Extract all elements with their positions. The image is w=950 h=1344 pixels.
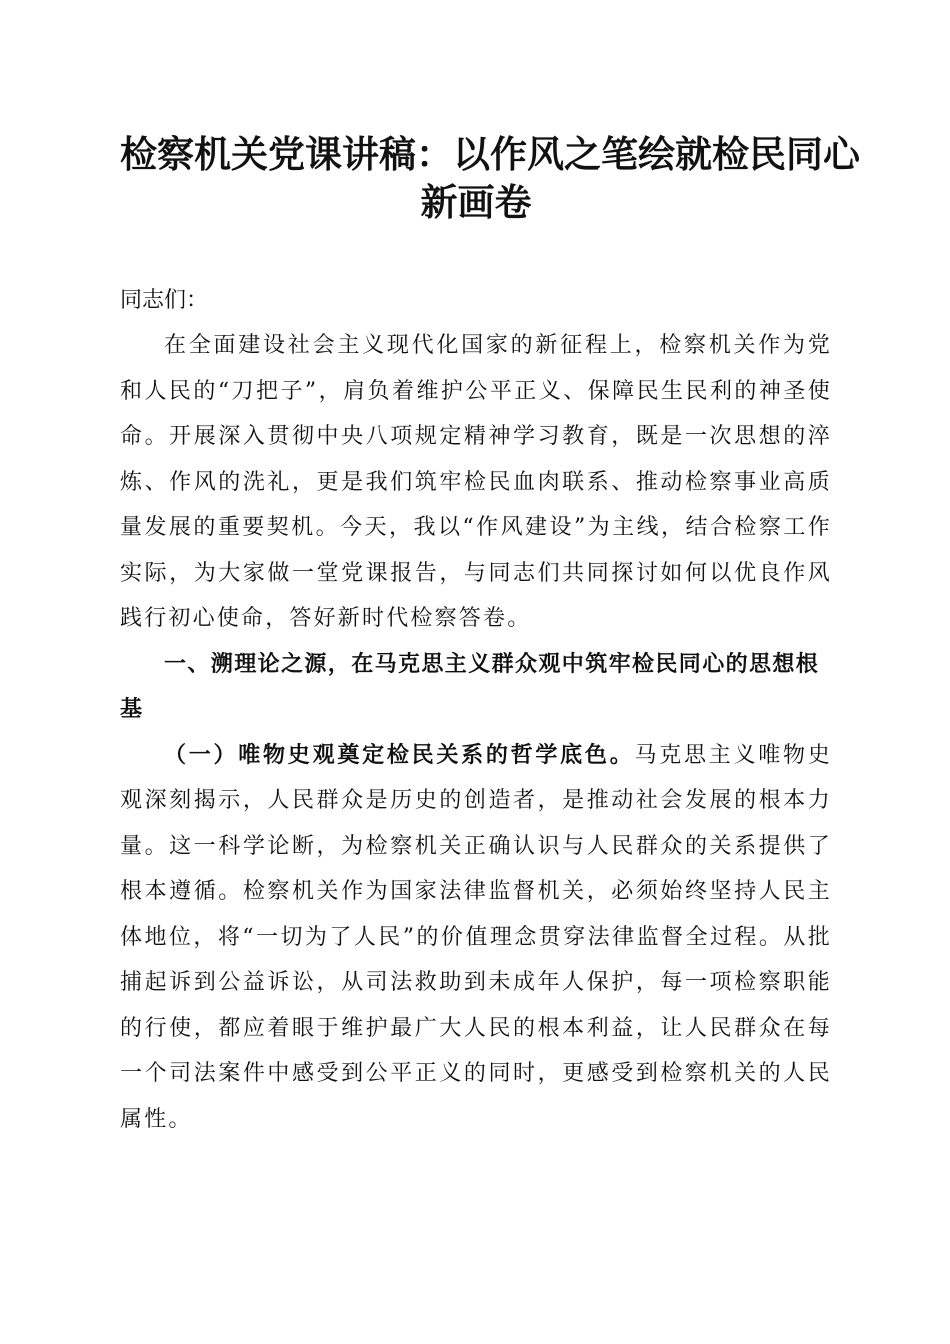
- document-title: [120, 130, 860, 226]
- document-page: [120, 130, 860, 1142]
- intro-paragraph: 在全面建设社会主义现代化国家的新征程上，检察机关作为党和人民的“刀把子”，肩负着维护公平正义、保障民生民利的神圣使命。开展深入贯彻中央八项规定精神学习教育，既是一次思想的淬炼、作风的洗礼，更是我们筑牢检民血肉联系、推动检察事业高质量发展的重要契机。今天，我以“作风建设”为主线，结合检察工作实际，为大家做一堂党课报告，与同志们共同探讨如何以优良作风践行初心使命，答好新时代检察答卷。: [120, 333, 832, 631]
- subsection-1-body: 马克思主义唯物史观深刻揭示，人民群众是历史的创造者，是推动社会发展的根本力量。这一科学论断，为检察机关正确认识与人民群众的关系提供了根本遵循。检察机关作为国家法律监督机关，必须始终坚持人民主体地位，将“一切为了人民”的价值理念贯穿法律监督全过程。从批捕起诉到公益诉讼，从司法救助到未成年人保护，每一项检察职能的行使，都应着眼于维护最广大人民的根本利益，让人民群众在每一个司法案件中感受到公平正义的同时，更感受到检察机关的人民属性。: [120, 742, 832, 1132]
- document-title-line-1: 检察机关党课讲稿：以作风之笔绘就检民同心: [120, 132, 860, 176]
- document-title-line-2: 新画卷: [420, 180, 532, 224]
- subsection-1-paragraph: [120, 733, 832, 1143]
- subsection-1-title: （一）唯物史观奠定检民关系的哲学底色。: [164, 742, 635, 768]
- section-1-heading: 一、溯理论之源，在马克思主义群众观中筑牢检民同心的思想根基: [120, 651, 820, 722]
- salutation: 同志们：: [120, 288, 209, 313]
